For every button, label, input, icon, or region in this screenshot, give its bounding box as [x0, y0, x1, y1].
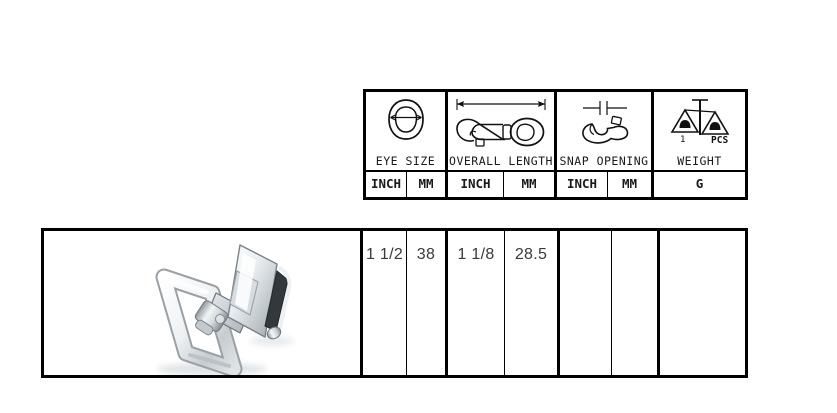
eye-size-mm-header: MM [418, 176, 434, 192]
weight-scale-icon [667, 97, 733, 153]
weight-header [654, 92, 745, 170]
overall-length-units [448, 170, 554, 197]
overall-length-label: OVERALL LENGTH [449, 153, 553, 168]
product-image-cell [44, 231, 363, 375]
spec-group-weight [654, 92, 745, 197]
cell-eye-size-mm: 38 [407, 231, 448, 375]
spec-group-eye-size [366, 92, 448, 197]
snap-opening-header [557, 92, 651, 170]
swivel-snap-hook-image [44, 231, 363, 375]
weight-icon-pcs-label: PCS [710, 135, 728, 146]
overall-length-inch-header: INCH [448, 172, 504, 197]
snap-opening-label: SNAP OPENING [559, 153, 649, 168]
weight-icon-one-label: 1 [679, 135, 685, 145]
snap-opening-inch-header: INCH [557, 172, 608, 197]
cell-snap-opening-inch [560, 231, 612, 375]
eye-size-inch-header: INCH [366, 172, 407, 197]
cell-eye-size-inch: 1 1/2 [363, 231, 407, 375]
overall-length-icon [451, 97, 551, 155]
spec-header-table [363, 89, 748, 200]
snap-opening-units [557, 170, 651, 197]
eye-size-label: EYE SIZE [375, 153, 436, 168]
product-data-table [41, 228, 748, 378]
cell-overall-length-inch: 1 1/8 [448, 231, 505, 375]
overall-length-header [448, 92, 554, 170]
spec-group-overall-length [448, 92, 557, 197]
eye-size-units [366, 170, 445, 197]
snap-opening-mm-header: MM [621, 176, 638, 192]
overall-length-mm-header: MM [521, 176, 537, 192]
cell-overall-length-mm: 28.5 [505, 231, 560, 375]
cell-snap-opening-mm [612, 231, 660, 375]
cell-weight-g [660, 231, 745, 375]
eye-size-header [366, 92, 445, 170]
snap-opening-icon [570, 97, 638, 155]
weight-label: WEIGHT [677, 153, 722, 168]
weight-units [654, 170, 745, 197]
weight-g-header: G [695, 176, 704, 192]
spec-group-snap-opening [557, 92, 654, 197]
eye-size-icon [384, 97, 428, 143]
